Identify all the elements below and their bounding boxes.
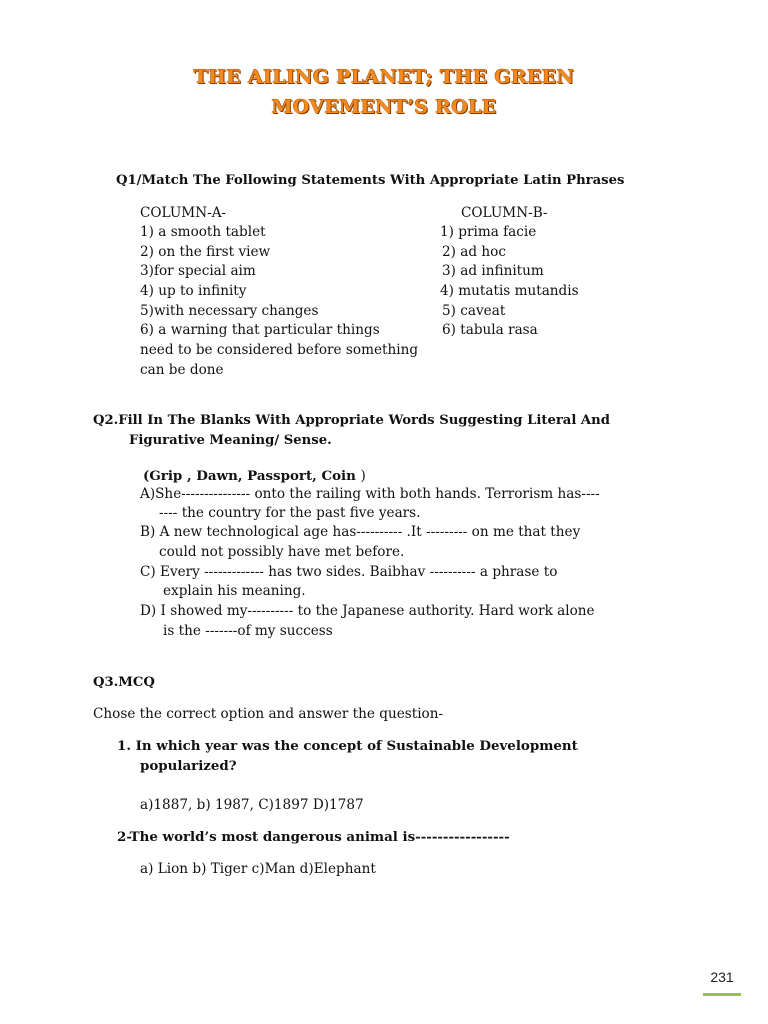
q2-heading-line-1: Q2.Fill In The Blanks With Appropriate Words Suggesting Literal And	[93, 413, 610, 428]
q1-col-a-item: 3)for special aim	[140, 263, 256, 279]
q1-heading: Q1/Match The Following Statements With Appropriate Latin Phrases	[116, 173, 625, 188]
q1-col-b-item: 4) mutatis mutandis	[440, 283, 579, 299]
q1-col-b-item: 6) tabula rasa	[442, 322, 538, 338]
q1-col-a-item: 5)with necessary changes	[140, 303, 319, 319]
q2-line: D) I showed my---------- to the Japanese authority. Hard work alone	[140, 603, 595, 619]
q1-column-b-header: COLUMN-B-	[461, 205, 548, 221]
q1-col-b-item: 1) prima facie	[440, 224, 537, 240]
q2-line: A)She--------------- onto the railing with both hands. Terrorism has----	[140, 486, 600, 502]
page-title-line-2: MOVEMENT’S ROLE	[271, 96, 497, 118]
q1-col-b-item: 2) ad hoc	[442, 244, 506, 260]
q3-item-2-question: 2-The world’s most dangerous animal is-----------------	[117, 829, 510, 845]
q1-col-b-item: 5) caveat	[442, 303, 506, 319]
q3-item-1-question-cont: popularized?	[140, 758, 237, 774]
q2-line: ---- the country for the past five years.	[159, 505, 421, 521]
page-title-line-1: THE AILING PLANET; THE GREEN	[193, 66, 575, 88]
page-number: 231	[710, 969, 734, 985]
page-number-underline	[703, 993, 741, 996]
q2-line: explain his meaning.	[163, 583, 306, 599]
q2-line: could not possibly have met before.	[159, 544, 405, 560]
q2-line: B) A new technological age has---------- .It --------- on me that they	[140, 524, 581, 540]
q1-col-a-item: need to be considered before something	[140, 342, 419, 358]
q1-col-a-item: 1) a smooth tablet	[140, 224, 266, 240]
q2-heading-line-2: Figurative Meaning/ Sense.	[129, 433, 332, 448]
q1-col-b-item: 3) ad infinitum	[442, 263, 544, 279]
q2-line: is the -------of my success	[163, 623, 333, 639]
q1-column-a-header: COLUMN-A-	[140, 205, 227, 221]
q1-col-a-item: 4) up to infinity	[140, 283, 247, 299]
q3-item-2-options: a) Lion b) Tiger c)Man d)Elephant	[140, 861, 376, 877]
q2-line: C) Every ------------- has two sides. Baibhav ---------- a phrase to	[140, 564, 558, 580]
q3-instruction: Chose the correct option and answer the question-	[93, 706, 444, 722]
q3-item-1-options: a)1887, b) 1987, C)1897 D)1787	[140, 797, 364, 813]
q2-word-list	[143, 465, 366, 484]
q2-word-list-words: (Grip , Dawn, Passport, Coin	[143, 468, 361, 484]
q2-word-list-close: )	[360, 468, 366, 484]
q3-item-1-question: 1. In which year was the concept of Sustainable Development	[117, 738, 578, 754]
q1-col-a-item: 2) on the first view	[140, 244, 271, 260]
q1-col-a-item: 6) a warning that particular things	[140, 322, 380, 338]
q3-heading: Q3.MCQ	[93, 675, 155, 690]
q1-col-a-item: can be done	[140, 362, 224, 378]
